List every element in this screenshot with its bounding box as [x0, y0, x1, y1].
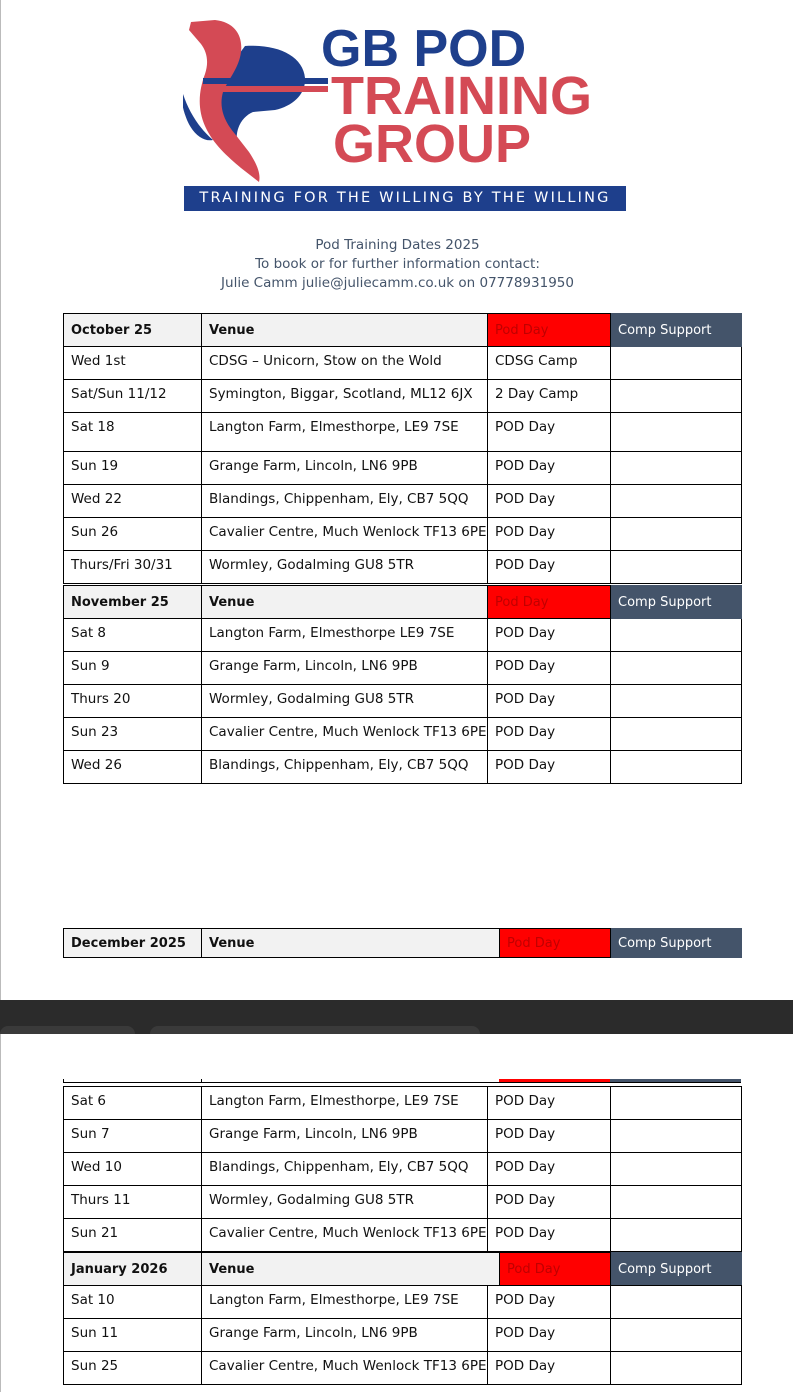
venue-cell: Grange Farm, Lincoln, LN6 9PB	[202, 1319, 488, 1352]
intro-contact: Julie Camm julie@juliecamm.co.uk on 07778931950	[221, 275, 574, 291]
pod-type-cell: POD Day	[488, 1352, 611, 1385]
date-cell: Wed 10	[64, 1153, 202, 1186]
table-row	[64, 452, 742, 485]
table-row	[64, 1319, 742, 1352]
table-row	[64, 1286, 742, 1319]
date-cell: Sat 10	[64, 1286, 202, 1319]
table-row	[64, 718, 742, 751]
month-header: December 2025	[64, 929, 202, 958]
comp-support-cell	[611, 452, 742, 485]
november-schedule-table	[63, 585, 742, 784]
date-cell: Sun 25	[64, 1352, 202, 1385]
table-row	[64, 1153, 742, 1186]
pod-type-cell: POD Day	[488, 652, 611, 685]
venue-header: Venue	[202, 586, 488, 619]
december-rows	[64, 1087, 742, 1252]
december-schedule-table	[63, 1086, 742, 1252]
comp-support-cell	[611, 518, 742, 551]
date-cell: Wed 22	[64, 485, 202, 518]
november-rows	[64, 619, 742, 784]
table-row	[64, 1087, 742, 1120]
pod-type-cell: POD Day	[488, 1087, 611, 1120]
pod-type-cell: POD Day	[488, 751, 611, 784]
comp-support-cell	[611, 347, 742, 380]
comp-support-cell	[611, 1153, 742, 1186]
comp-support-cell	[611, 1219, 742, 1252]
january-rows	[64, 1286, 742, 1385]
table-row	[64, 518, 742, 551]
comp-support-cell	[611, 652, 742, 685]
table-header-row	[64, 586, 742, 619]
horse-emblem-stripe-red	[203, 86, 328, 92]
venue-cell: Wormley, Godalming GU8 5TR	[202, 551, 488, 584]
table-row	[64, 652, 742, 685]
comp-support-cell	[611, 485, 742, 518]
intro-booking: To book or for further information contact:	[255, 256, 540, 272]
table-header-row	[64, 929, 742, 958]
date-cell: Thurs/Fri 30/31	[64, 551, 202, 584]
comp-support-cell	[611, 380, 742, 413]
venue-cell: Grange Farm, Lincoln, LN6 9PB	[202, 652, 488, 685]
venue-cell: Langton Farm, Elmesthorpe, LE9 7SE	[202, 1286, 488, 1319]
comp-support-cell	[611, 551, 742, 584]
table-header-row	[64, 1253, 742, 1286]
venue-header: Venue	[202, 1253, 500, 1286]
comp-support-cell	[611, 413, 742, 452]
comp-support-cell	[611, 1286, 742, 1319]
logo-line-gb-pod: GB POD	[321, 20, 527, 78]
venue-cell: Blandings, Chippenham, Ely, CB7 5QQ	[202, 485, 488, 518]
pod-day-header: Pod Day	[500, 1253, 611, 1286]
comp-support-header: Comp Support	[611, 929, 742, 958]
pod-day-header: Pod Day	[488, 586, 611, 619]
venue-header: Venue	[202, 929, 500, 958]
date-cell: Sun 11	[64, 1319, 202, 1352]
venue-cell: Cavalier Centre, Much Wenlock TF13 6PE	[202, 718, 488, 751]
date-cell: Wed 1st	[64, 347, 202, 380]
october-schedule-table	[63, 313, 742, 584]
venue-cell: Wormley, Godalming GU8 5TR	[202, 685, 488, 718]
december-header-table	[63, 928, 742, 958]
pod-day-header: Pod Day	[500, 929, 611, 958]
pod-type-cell: POD Day	[488, 551, 611, 584]
tagline-banner: TRAINING FOR THE WILLING BY THE WILLING	[184, 186, 626, 211]
date-cell: Sun 9	[64, 652, 202, 685]
venue-cell: Langton Farm, Elmesthorpe, LE9 7SE	[202, 413, 488, 452]
january-rows-table	[63, 1285, 742, 1385]
comp-support-header: Comp Support	[611, 586, 742, 619]
pod-type-cell: POD Day	[488, 413, 611, 452]
table-row	[64, 551, 742, 584]
intro-title: Pod Training Dates 2025	[315, 237, 480, 253]
comp-support-cell	[611, 751, 742, 784]
venue-cell: Langton Farm, Elmesthorpe LE9 7SE	[202, 619, 488, 652]
venue-cell: Symington, Biggar, Scotland, ML12 6JX	[202, 380, 488, 413]
date-cell: Sun 19	[64, 452, 202, 485]
table-row	[64, 413, 742, 452]
pod-type-cell: POD Day	[488, 1120, 611, 1153]
venue-cell: Blandings, Chippenham, Ely, CB7 5QQ	[202, 1153, 488, 1186]
table-row	[64, 619, 742, 652]
pod-type-cell: POD Day	[488, 1286, 611, 1319]
date-cell: Sat/Sun 11/12	[64, 380, 202, 413]
venue-cell: Grange Farm, Lincoln, LN6 9PB	[202, 452, 488, 485]
table-row	[64, 380, 742, 413]
pod-type-cell: POD Day	[488, 1219, 611, 1252]
pod-type-cell: POD Day	[488, 1153, 611, 1186]
pod-type-cell: POD Day	[488, 718, 611, 751]
table-row	[64, 1219, 742, 1252]
comp-support-header: Comp Support	[611, 314, 742, 347]
comp-support-cell	[611, 718, 742, 751]
month-header: November 25	[64, 586, 202, 619]
venue-cell: Langton Farm, Elmesthorpe, LE9 7SE	[202, 1087, 488, 1120]
date-cell: Sun 23	[64, 718, 202, 751]
pod-type-cell: 2 Day Camp	[488, 380, 611, 413]
date-cell: Wed 26	[64, 751, 202, 784]
date-cell: Sat 18	[64, 413, 202, 452]
pod-type-cell: POD Day	[488, 685, 611, 718]
pod-type-cell: POD Day	[488, 1186, 611, 1219]
pod-type-cell: POD Day	[488, 1319, 611, 1352]
table-row	[64, 1186, 742, 1219]
table-row	[64, 685, 742, 718]
date-cell: Sat 8	[64, 619, 202, 652]
venue-cell: Blandings, Chippenham, Ely, CB7 5QQ	[202, 751, 488, 784]
comp-support-cell	[611, 1319, 742, 1352]
january-schedule-table	[63, 1252, 742, 1286]
table-row	[64, 347, 742, 380]
venue-cell: CDSG – Unicorn, Stow on the Wold	[202, 347, 488, 380]
page-break-gap	[0, 1000, 793, 1034]
horse-emblem-stripe	[203, 78, 328, 84]
date-cell: Sun 7	[64, 1120, 202, 1153]
table-row	[64, 1352, 742, 1385]
venue-cell: Cavalier Centre, Much Wenlock TF13 6PE	[202, 1219, 488, 1252]
document-page-2	[0, 1034, 793, 1392]
table-row	[64, 1120, 742, 1153]
pod-type-cell: CDSG Camp	[488, 347, 611, 380]
pod-type-cell: POD Day	[488, 518, 611, 551]
venue-cell: Cavalier Centre, Much Wenlock TF13 6PE	[202, 1352, 488, 1385]
pod-type-cell: POD Day	[488, 485, 611, 518]
december-header-continuation	[63, 1079, 741, 1083]
gb-pod-training-group-logo	[183, 16, 628, 186]
comp-support-cell	[611, 1120, 742, 1153]
october-rows	[64, 347, 742, 584]
pod-day-header: Pod Day	[488, 314, 611, 347]
pod-type-cell: POD Day	[488, 452, 611, 485]
date-cell: Sun 26	[64, 518, 202, 551]
comp-support-header: Comp Support	[611, 1253, 742, 1286]
comp-support-cell	[611, 1352, 742, 1385]
table-header-row	[64, 314, 742, 347]
month-header: October 25	[64, 314, 202, 347]
venue-header: Venue	[202, 314, 488, 347]
comp-support-cell	[611, 1087, 742, 1120]
venue-cell: Wormley, Godalming GU8 5TR	[202, 1186, 488, 1219]
table-row	[64, 485, 742, 518]
pod-type-cell: POD Day	[488, 619, 611, 652]
logo-line-group: GROUP	[333, 114, 532, 174]
table-row	[64, 751, 742, 784]
date-cell: Thurs 20	[64, 685, 202, 718]
comp-support-cell	[611, 619, 742, 652]
comp-support-cell	[611, 1186, 742, 1219]
date-cell: Sun 21	[64, 1219, 202, 1252]
venue-cell: Cavalier Centre, Much Wenlock TF13 6PE	[202, 518, 488, 551]
date-cell: Sat 6	[64, 1087, 202, 1120]
page-shadow	[150, 1026, 480, 1034]
date-cell: Thurs 11	[64, 1186, 202, 1219]
logo-line-training: TRAINING	[331, 66, 592, 126]
comp-support-cell	[611, 685, 742, 718]
month-header: January 2026	[64, 1253, 202, 1286]
venue-cell: Grange Farm, Lincoln, LN6 9PB	[202, 1120, 488, 1153]
page-shadow	[0, 1026, 135, 1034]
